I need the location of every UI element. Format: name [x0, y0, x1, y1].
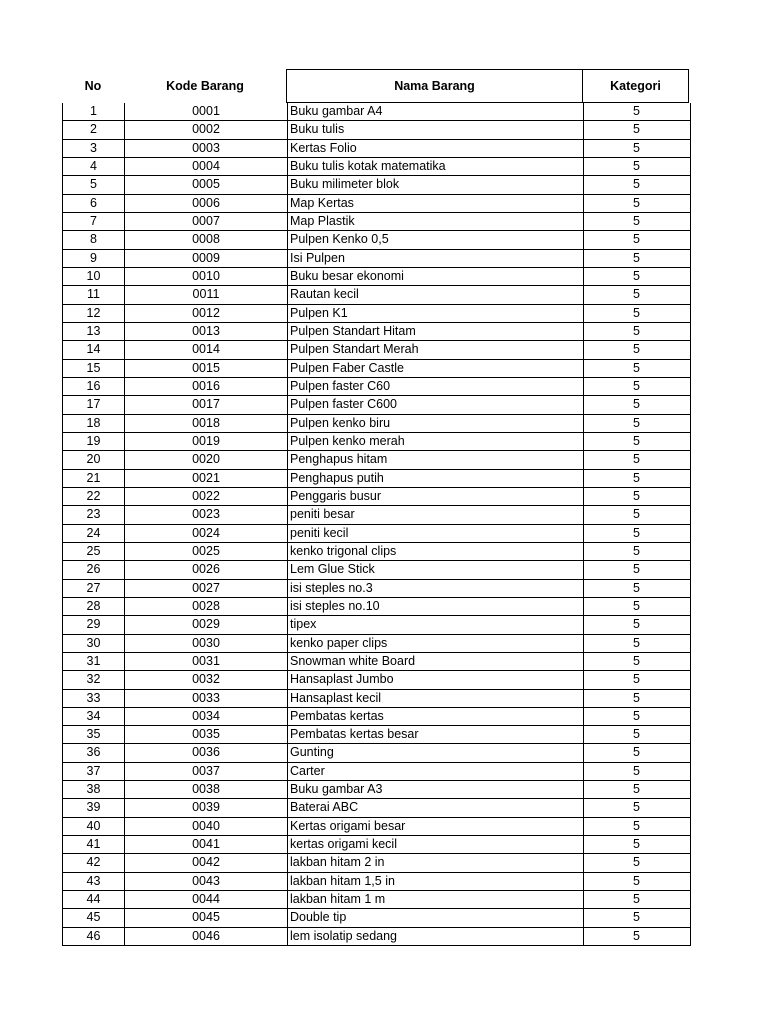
cell-kategori: 5 — [633, 690, 640, 705]
table-row — [63, 433, 690, 451]
cell-kode-barang: 0038 — [125, 781, 288, 798]
cell-kode-barang: 0018 — [125, 415, 288, 432]
table-row — [63, 231, 690, 249]
cell-kategori: 5 — [633, 360, 640, 375]
cell-kode-barang: 0008 — [125, 231, 288, 248]
cell-kategori: 5 — [633, 305, 640, 320]
cell-nama-barang: Pulpen kenko merah — [288, 433, 584, 450]
cell-kode-barang: 0020 — [125, 451, 288, 468]
cell-kode-barang: 0012 — [125, 305, 288, 322]
cell-kategori: 5 — [633, 250, 640, 265]
cell-kode-barang: 0034 — [125, 708, 288, 725]
cell-kode-barang: 0009 — [125, 250, 288, 267]
table-row — [63, 744, 690, 762]
table-row — [63, 176, 690, 194]
cell-nama-barang: Penghapus putih — [288, 470, 584, 487]
cell-kategori: 5 — [633, 323, 640, 338]
cell-nama-barang: Buku besar ekonomi — [288, 268, 584, 285]
cell-no: 44 — [63, 891, 125, 908]
cell-nama-barang: Buku gambar A4 — [288, 103, 584, 120]
cell-kategori: 5 — [633, 708, 640, 723]
cell-kategori: 5 — [633, 397, 640, 412]
cell-kategori: 5 — [633, 763, 640, 778]
cell-no: 1 — [63, 103, 125, 120]
cell-kode-barang: 0026 — [125, 561, 288, 578]
cell-nama-barang: Pulpen Standart Hitam — [288, 323, 584, 340]
cell-kategori: 5 — [633, 727, 640, 742]
cell-kategori: 5 — [633, 525, 640, 540]
cell-no: 16 — [63, 378, 125, 395]
cell-kode-barang: 0025 — [125, 543, 288, 560]
cell-kategori: 5 — [633, 104, 640, 118]
cell-kode-barang: 0037 — [125, 763, 288, 780]
cell-nama-barang: Pulpen Standart Merah — [288, 341, 584, 358]
cell-no: 7 — [63, 213, 125, 230]
cell-nama-barang: Map Kertas — [288, 195, 584, 212]
cell-kategori: 5 — [633, 910, 640, 925]
cell-nama-barang: Pulpen kenko biru — [288, 415, 584, 432]
cell-kode-barang: 0002 — [125, 121, 288, 138]
cell-kode-barang: 0006 — [125, 195, 288, 212]
cell-nama-barang: Lem Glue Stick — [288, 561, 584, 578]
cell-no: 36 — [63, 744, 125, 761]
cell-kategori: 5 — [633, 580, 640, 595]
cell-kode-barang: 0046 — [125, 928, 288, 945]
cell-no: 19 — [63, 433, 125, 450]
cell-kode-barang: 0023 — [125, 506, 288, 523]
cell-no: 32 — [63, 671, 125, 688]
cell-kode-barang: 0017 — [125, 396, 288, 413]
cell-nama-barang: Pembatas kertas besar — [288, 726, 584, 743]
table-row — [63, 781, 690, 799]
cell-kode-barang: 0024 — [125, 525, 288, 542]
cell-nama-barang: lakban hitam 1 m — [288, 891, 584, 908]
cell-kategori: 5 — [633, 452, 640, 467]
header-nama-barang: Nama Barang — [286, 69, 583, 103]
cell-kode-barang: 0014 — [125, 341, 288, 358]
cell-no: 38 — [63, 781, 125, 798]
cell-kategori: 5 — [633, 745, 640, 760]
cell-kode-barang: 0010 — [125, 268, 288, 285]
cell-kode-barang: 0028 — [125, 598, 288, 615]
header-no: No — [84, 79, 102, 93]
cell-kode-barang: 0013 — [125, 323, 288, 340]
table-row — [63, 799, 690, 817]
cell-nama-barang: Penghapus hitam — [288, 451, 584, 468]
cell-kategori: 5 — [633, 892, 640, 907]
cell-kategori: 5 — [633, 213, 640, 228]
cell-no: 11 — [63, 286, 125, 303]
cell-kategori: 5 — [633, 873, 640, 888]
cell-kategori: 5 — [633, 488, 640, 503]
cell-nama-barang: Hansaplast kecil — [288, 690, 584, 707]
cell-kode-barang: 0011 — [125, 286, 288, 303]
cell-no: 42 — [63, 854, 125, 871]
cell-kategori: 5 — [633, 232, 640, 247]
cell-kode-barang: 0040 — [125, 818, 288, 835]
cell-kode-barang: 0039 — [125, 799, 288, 816]
cell-kategori: 5 — [633, 617, 640, 632]
header-kode-barang: Kode Barang — [166, 79, 244, 93]
table-row — [63, 286, 690, 304]
cell-kategori: 5 — [633, 818, 640, 833]
cell-no: 9 — [63, 250, 125, 267]
cell-kategori: 5 — [633, 635, 640, 650]
cell-kategori: 5 — [633, 177, 640, 192]
table-row — [63, 488, 690, 506]
cell-nama-barang: Pulpen faster C600 — [288, 396, 584, 413]
table-row — [63, 506, 690, 524]
cell-kategori: 5 — [633, 415, 640, 430]
item-table — [62, 103, 691, 946]
table-row — [63, 873, 690, 891]
cell-kategori: 5 — [633, 268, 640, 283]
cell-no: 17 — [63, 396, 125, 413]
cell-no: 2 — [63, 121, 125, 138]
table-row — [63, 690, 690, 708]
cell-nama-barang: Pulpen Faber Castle — [288, 360, 584, 377]
table-row — [63, 561, 690, 579]
cell-no: 18 — [63, 415, 125, 432]
cell-nama-barang: tipex — [288, 616, 584, 633]
cell-nama-barang: Kertas origami besar — [288, 818, 584, 835]
cell-no: 12 — [63, 305, 125, 322]
table-row — [63, 598, 690, 616]
table-row — [63, 360, 690, 378]
table-row — [63, 635, 690, 653]
cell-nama-barang: Rautan kecil — [288, 286, 584, 303]
table-row — [63, 323, 690, 341]
cell-no: 25 — [63, 543, 125, 560]
cell-kode-barang: 0007 — [125, 213, 288, 230]
cell-no: 46 — [63, 928, 125, 945]
cell-kategori: 5 — [633, 140, 640, 155]
table-row — [63, 103, 690, 121]
cell-no: 26 — [63, 561, 125, 578]
table-row — [63, 250, 690, 268]
cell-kode-barang: 0035 — [125, 726, 288, 743]
cell-no: 45 — [63, 909, 125, 926]
cell-nama-barang: peniti besar — [288, 506, 584, 523]
cell-no: 41 — [63, 836, 125, 853]
cell-no: 20 — [63, 451, 125, 468]
cell-nama-barang: Buku tulis kotak matematika — [288, 158, 584, 175]
cell-nama-barang: lem isolatip sedang — [288, 928, 584, 945]
cell-kategori: 5 — [633, 598, 640, 613]
table-row — [63, 305, 690, 323]
cell-kode-barang: 0032 — [125, 671, 288, 688]
cell-no: 10 — [63, 268, 125, 285]
cell-kode-barang: 0036 — [125, 744, 288, 761]
table-row — [63, 195, 690, 213]
cell-kategori: 5 — [633, 543, 640, 558]
cell-no: 15 — [63, 360, 125, 377]
cell-kategori: 5 — [633, 342, 640, 357]
cell-kode-barang: 0021 — [125, 470, 288, 487]
cell-no: 37 — [63, 763, 125, 780]
cell-kode-barang: 0042 — [125, 854, 288, 871]
cell-kode-barang: 0005 — [125, 176, 288, 193]
cell-kategori: 5 — [633, 287, 640, 302]
cell-nama-barang: Carter — [288, 763, 584, 780]
cell-no: 31 — [63, 653, 125, 670]
cell-kode-barang: 0041 — [125, 836, 288, 853]
cell-kode-barang: 0022 — [125, 488, 288, 505]
cell-no: 29 — [63, 616, 125, 633]
table-row — [63, 525, 690, 543]
cell-kode-barang: 0045 — [125, 909, 288, 926]
cell-kategori: 5 — [633, 928, 640, 943]
cell-kode-barang: 0019 — [125, 433, 288, 450]
cell-nama-barang: Double tip — [288, 909, 584, 926]
cell-no: 14 — [63, 341, 125, 358]
cell-kategori: 5 — [633, 195, 640, 210]
cell-nama-barang: Hansaplast Jumbo — [288, 671, 584, 688]
cell-kategori: 5 — [633, 800, 640, 815]
table-row — [63, 451, 690, 469]
cell-no: 35 — [63, 726, 125, 743]
table-row — [63, 818, 690, 836]
cell-kategori: 5 — [633, 672, 640, 687]
cell-no: 13 — [63, 323, 125, 340]
cell-nama-barang: Baterai ABC — [288, 799, 584, 816]
cell-nama-barang: Snowman white Board — [288, 653, 584, 670]
table-row — [63, 158, 690, 176]
table-row — [63, 854, 690, 872]
cell-kategori: 5 — [633, 507, 640, 522]
cell-nama-barang: Pembatas kertas — [288, 708, 584, 725]
cell-nama-barang: isi steples no.10 — [288, 598, 584, 615]
cell-no: 4 — [63, 158, 125, 175]
table-row — [63, 909, 690, 927]
cell-no: 39 — [63, 799, 125, 816]
cell-nama-barang: Kertas Folio — [288, 140, 584, 157]
cell-nama-barang: lakban hitam 1,5 in — [288, 873, 584, 890]
cell-kategori: 5 — [633, 158, 640, 173]
cell-nama-barang: peniti kecil — [288, 525, 584, 542]
cell-no: 24 — [63, 525, 125, 542]
table-row — [63, 378, 690, 396]
cell-nama-barang: kenko trigonal clips — [288, 543, 584, 560]
table-row — [63, 726, 690, 744]
table-row — [63, 341, 690, 359]
table-row — [63, 580, 690, 598]
cell-kode-barang: 0030 — [125, 635, 288, 652]
cell-nama-barang: kertas origami kecil — [288, 836, 584, 853]
cell-no: 27 — [63, 580, 125, 597]
cell-nama-barang: Pulpen Kenko 0,5 — [288, 231, 584, 248]
table-row — [63, 213, 690, 231]
cell-nama-barang: Buku milimeter blok — [288, 176, 584, 193]
table-row — [63, 763, 690, 781]
cell-nama-barang: Penggaris busur — [288, 488, 584, 505]
cell-kategori: 5 — [633, 782, 640, 797]
table-row — [63, 470, 690, 488]
cell-no: 22 — [63, 488, 125, 505]
cell-nama-barang: isi steples no.3 — [288, 580, 584, 597]
cell-kode-barang: 0016 — [125, 378, 288, 395]
cell-kode-barang: 0027 — [125, 580, 288, 597]
cell-kode-barang: 0004 — [125, 158, 288, 175]
cell-no: 23 — [63, 506, 125, 523]
cell-no: 6 — [63, 195, 125, 212]
cell-no: 33 — [63, 690, 125, 707]
cell-kategori: 5 — [633, 855, 640, 870]
table-row — [63, 708, 690, 726]
cell-kode-barang: 0031 — [125, 653, 288, 670]
cell-no: 21 — [63, 470, 125, 487]
cell-nama-barang: lakban hitam 2 in — [288, 854, 584, 871]
cell-kategori: 5 — [633, 653, 640, 668]
table-row — [63, 543, 690, 561]
cell-no: 43 — [63, 873, 125, 890]
cell-kategori: 5 — [633, 562, 640, 577]
cell-nama-barang: kenko paper clips — [288, 635, 584, 652]
cell-nama-barang: Map Plastik — [288, 213, 584, 230]
table-row — [63, 140, 690, 158]
table-row — [63, 616, 690, 634]
table-row — [63, 415, 690, 433]
cell-kode-barang: 0001 — [125, 103, 288, 120]
table-row — [63, 671, 690, 689]
cell-nama-barang: Isi Pulpen — [288, 250, 584, 267]
cell-nama-barang: Pulpen faster C60 — [288, 378, 584, 395]
table-row — [63, 836, 690, 854]
cell-no: 30 — [63, 635, 125, 652]
table-row — [63, 268, 690, 286]
cell-nama-barang: Buku tulis — [288, 121, 584, 138]
cell-kategori: 5 — [633, 837, 640, 852]
cell-no: 34 — [63, 708, 125, 725]
cell-kode-barang: 0033 — [125, 690, 288, 707]
cell-no: 5 — [63, 176, 125, 193]
cell-kode-barang: 0003 — [125, 140, 288, 157]
cell-kode-barang: 0044 — [125, 891, 288, 908]
table-row — [63, 928, 690, 946]
cell-nama-barang: Pulpen K1 — [288, 305, 584, 322]
cell-no: 28 — [63, 598, 125, 615]
table-row — [63, 653, 690, 671]
header-kategori: Kategori — [583, 69, 689, 103]
table-row — [63, 891, 690, 909]
cell-nama-barang: Gunting — [288, 744, 584, 761]
cell-nama-barang: Buku gambar A3 — [288, 781, 584, 798]
table-row — [63, 396, 690, 414]
cell-no: 40 — [63, 818, 125, 835]
cell-kategori: 5 — [633, 122, 640, 137]
cell-kode-barang: 0015 — [125, 360, 288, 377]
cell-kategori: 5 — [633, 433, 640, 448]
cell-kategori: 5 — [633, 470, 640, 485]
cell-no: 8 — [63, 231, 125, 248]
cell-no: 3 — [63, 140, 125, 157]
table-row — [63, 121, 690, 139]
cell-kategori: 5 — [633, 378, 640, 393]
cell-kode-barang: 0029 — [125, 616, 288, 633]
cell-kode-barang: 0043 — [125, 873, 288, 890]
